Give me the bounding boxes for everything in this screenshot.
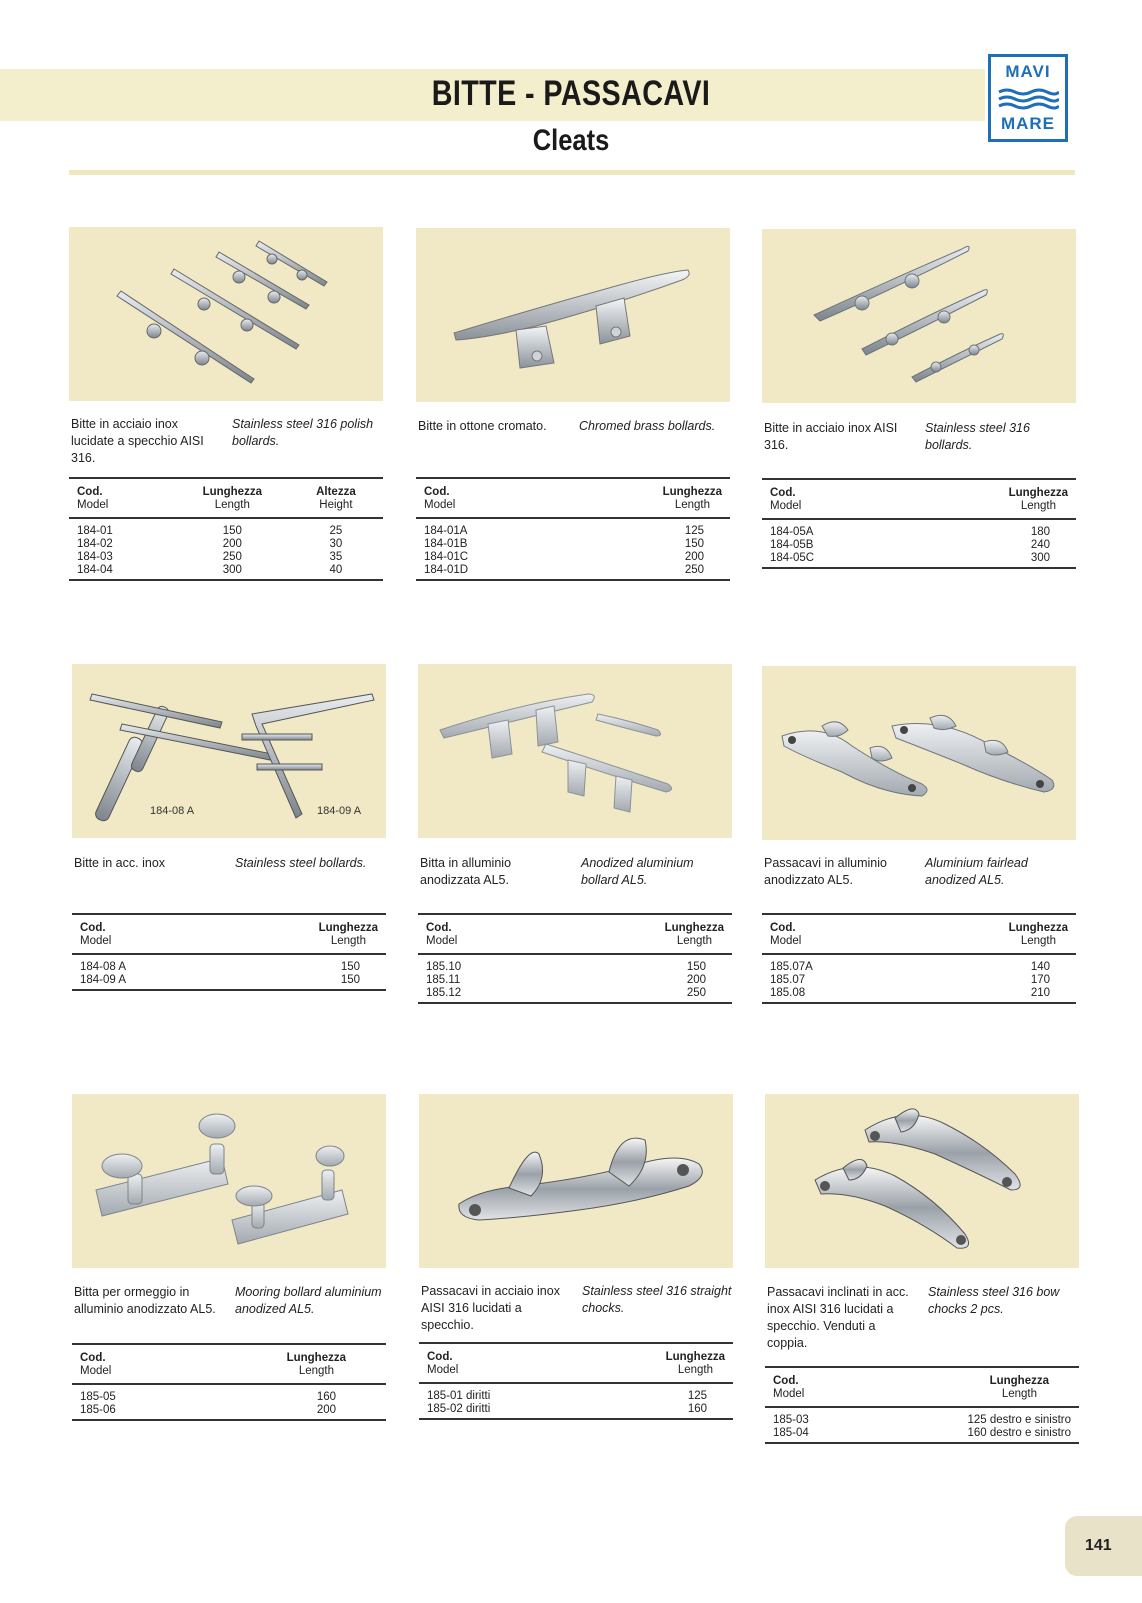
col-header-model: Model bbox=[770, 500, 802, 512]
table-row bbox=[72, 954, 386, 974]
table-header-cell bbox=[289, 478, 383, 518]
mavi-mare-logo bbox=[988, 54, 1068, 142]
col-header-code: Cod. bbox=[773, 1375, 799, 1387]
col-header-lunghezza: Lunghezza bbox=[318, 922, 378, 934]
table-cell: 200 bbox=[684, 551, 704, 563]
table-cell: 185-02 diritti bbox=[427, 1403, 491, 1415]
table-row bbox=[418, 987, 732, 1003]
table-row bbox=[416, 564, 730, 580]
table-row bbox=[762, 552, 1076, 568]
table-header-cell bbox=[555, 478, 730, 518]
col-header-lunghezza: Lunghezza bbox=[1008, 487, 1068, 499]
description-english: Chromed brass bollards. bbox=[579, 419, 716, 433]
table-cell: 160 bbox=[687, 1403, 707, 1415]
table-header-cell bbox=[176, 478, 289, 518]
product-photo bbox=[762, 666, 1076, 840]
col-header-lunghezza: Lunghezza bbox=[662, 486, 722, 498]
page-title: BITTE - PASSACAVI bbox=[431, 74, 711, 113]
spec-table bbox=[762, 478, 1076, 569]
table-cell: 150 bbox=[684, 538, 704, 550]
spec-table bbox=[418, 913, 732, 1004]
table-header-cell bbox=[72, 914, 214, 954]
table-row bbox=[69, 564, 383, 580]
spec-table bbox=[765, 1366, 1079, 1444]
table-header-cell bbox=[214, 914, 386, 954]
logo-text-top: MAVI bbox=[1005, 62, 1051, 81]
table-header-cell bbox=[69, 478, 176, 518]
col-header-code: Cod. bbox=[80, 922, 106, 934]
col-header-length: Length bbox=[330, 935, 366, 947]
table-row bbox=[72, 1384, 386, 1404]
description-italian: Passacavi in alluminio anodizzato AL5. bbox=[764, 856, 887, 887]
col-header-code: Cod. bbox=[770, 922, 796, 934]
description-italian: Bitte in acciaio inox lucidate a specchio AISI 316. bbox=[71, 417, 204, 465]
col-header-lunghezza: Lunghezza bbox=[664, 922, 724, 934]
table-header-cell bbox=[900, 914, 1076, 954]
table-row bbox=[72, 1404, 386, 1420]
col-header-code: Cod. bbox=[427, 1351, 453, 1363]
table-row bbox=[765, 1407, 1079, 1427]
table-header-cell bbox=[860, 1367, 1079, 1407]
table-cell: 160 bbox=[316, 1391, 336, 1403]
col-header-length: Length bbox=[677, 1364, 713, 1376]
description-italian: Passacavi inclinati in acc. inox AISI 316 lucidati a specchio. Venduti a coppia. bbox=[767, 1285, 909, 1350]
col-header-length: Length bbox=[298, 1365, 334, 1377]
description-english: Anodized aluminium bollard AL5. bbox=[581, 856, 694, 887]
photo-label: 184-09 A bbox=[317, 805, 362, 817]
table-cell: 185.11 bbox=[426, 974, 461, 986]
description-english: Stainless steel bollards. bbox=[235, 856, 367, 870]
col-header-lunghezza: Lunghezza bbox=[202, 486, 262, 498]
table-row bbox=[762, 539, 1076, 552]
table-row bbox=[419, 1403, 733, 1419]
table-cell: 170 bbox=[1030, 974, 1050, 986]
col-header-code: Cod. bbox=[424, 486, 450, 498]
table-cell: 185-06 bbox=[80, 1404, 116, 1416]
table-cell: 125 bbox=[687, 1390, 707, 1402]
description-english: Stainless steel 316 bow chocks 2 pcs. bbox=[928, 1285, 1060, 1316]
table-row bbox=[762, 519, 1076, 539]
table-cell: 184-05C bbox=[770, 552, 815, 564]
table-header-cell bbox=[72, 1344, 174, 1384]
table-cell: 185.10 bbox=[426, 961, 462, 973]
col-header-model: Model bbox=[77, 499, 109, 511]
table-row bbox=[69, 538, 383, 551]
page-subtitle: Cleats bbox=[532, 124, 610, 157]
col-header-model: Model bbox=[80, 1365, 112, 1377]
table-cell: 184-01B bbox=[424, 538, 468, 550]
product-photo bbox=[72, 664, 386, 838]
table-row bbox=[418, 954, 732, 974]
col-header-length: Length bbox=[1020, 935, 1056, 947]
table-cell: 185.07A bbox=[770, 961, 813, 973]
description-italian: Bitta per ormeggio in alluminio anodizzato AL5. bbox=[74, 1285, 216, 1316]
table-row bbox=[418, 974, 732, 987]
table-cell: 150 bbox=[340, 961, 360, 973]
col-header-model: Model bbox=[426, 935, 458, 947]
table-cell: 184-05A bbox=[770, 526, 814, 538]
table-row bbox=[762, 987, 1076, 1003]
col-header-model: Model bbox=[427, 1364, 459, 1376]
table-row bbox=[765, 1427, 1079, 1443]
col-header-code: Cod. bbox=[770, 487, 796, 499]
spec-table bbox=[419, 1342, 733, 1420]
table-row bbox=[762, 974, 1076, 987]
table-cell: 240 bbox=[1030, 539, 1050, 551]
table-cell: 150 bbox=[340, 974, 360, 986]
col-header-altezza: Altezza bbox=[316, 486, 356, 498]
table-cell: 184-08 A bbox=[80, 961, 127, 973]
table-cell: 184-09 A bbox=[80, 974, 127, 986]
product-photo bbox=[765, 1094, 1079, 1268]
table-cell: 250 bbox=[684, 564, 704, 576]
table-row bbox=[416, 518, 730, 538]
table-row bbox=[72, 974, 386, 990]
logo-text-bottom: MARE bbox=[1000, 114, 1056, 133]
product-photo bbox=[416, 228, 730, 402]
description-italian: Bitte in acc. inox bbox=[74, 856, 166, 870]
table-cell: 184-02 bbox=[77, 538, 113, 550]
table-header-cell bbox=[580, 1343, 733, 1383]
col-header-model: Model bbox=[424, 499, 456, 511]
spec-table bbox=[69, 477, 383, 581]
product-photo bbox=[762, 229, 1076, 403]
table-cell: 300 bbox=[222, 564, 242, 576]
product-photo bbox=[419, 1094, 733, 1268]
table-cell: 160 destro e sinistro bbox=[967, 1427, 1071, 1439]
col-header-length: Length bbox=[1001, 1388, 1037, 1400]
col-header-length: Length bbox=[676, 935, 712, 947]
col-header-lunghezza: Lunghezza bbox=[665, 1351, 725, 1363]
photo-label: 184-08 A bbox=[150, 805, 195, 817]
description-italian: Passacavi in acciaio inox AISI 316 lucidati a specchio. bbox=[421, 1284, 560, 1332]
table-row bbox=[762, 954, 1076, 974]
col-header-length: Length bbox=[1020, 500, 1056, 512]
page-number-tab bbox=[1065, 1516, 1142, 1576]
product-photo bbox=[72, 1094, 386, 1268]
table-row bbox=[419, 1383, 733, 1403]
description-english: Stainless steel 316 bollards. bbox=[925, 421, 1030, 452]
table-header-cell bbox=[762, 479, 901, 519]
table-cell: 300 bbox=[1030, 552, 1050, 564]
table-cell: 200 bbox=[686, 974, 706, 986]
description-italian: Bitta in alluminio anodizzata AL5. bbox=[420, 856, 512, 887]
description-english: Stainless steel 316 polish bollards. bbox=[232, 417, 374, 448]
table-cell: 25 bbox=[329, 525, 343, 537]
table-row bbox=[69, 518, 383, 538]
table-cell: 200 bbox=[316, 1404, 336, 1416]
table-cell: 185-05 bbox=[80, 1391, 116, 1403]
table-header-cell bbox=[762, 914, 900, 954]
table-cell: 30 bbox=[329, 538, 343, 550]
table-cell: 125 bbox=[684, 525, 704, 537]
table-cell: 210 bbox=[1030, 987, 1050, 999]
table-cell: 150 bbox=[686, 961, 706, 973]
table-header-cell bbox=[765, 1367, 860, 1407]
table-cell: 184-03 bbox=[77, 551, 113, 563]
table-cell: 40 bbox=[329, 564, 343, 576]
col-header-model: Model bbox=[770, 935, 802, 947]
col-header-height: Height bbox=[319, 499, 353, 511]
table-header-cell bbox=[174, 1344, 386, 1384]
description-english: Mooring bollard aluminium anodized AL5. bbox=[235, 1285, 382, 1316]
wave-icon bbox=[997, 88, 1059, 110]
header-divider bbox=[69, 170, 1075, 175]
table-cell: 184-01D bbox=[424, 564, 469, 576]
table-row bbox=[416, 551, 730, 564]
table-cell: 185.07 bbox=[770, 974, 806, 986]
table-cell: 185-03 bbox=[773, 1414, 809, 1426]
table-header-cell bbox=[418, 914, 545, 954]
col-header-lunghezza: Lunghezza bbox=[1008, 922, 1068, 934]
table-cell: 185.08 bbox=[770, 987, 806, 999]
table-header-cell bbox=[901, 479, 1076, 519]
col-header-lunghezza: Lunghezza bbox=[286, 1352, 346, 1364]
table-cell: 200 bbox=[222, 538, 242, 550]
spec-table bbox=[762, 913, 1076, 1004]
spec-table bbox=[72, 1343, 386, 1421]
table-cell: 185.12 bbox=[426, 987, 462, 999]
table-header-cell bbox=[416, 478, 555, 518]
product-photo bbox=[69, 227, 383, 401]
table-cell: 250 bbox=[686, 987, 706, 999]
table-cell: 185-01 diritti bbox=[427, 1390, 491, 1402]
table-cell: 180 bbox=[1030, 526, 1050, 538]
table-header-cell bbox=[545, 914, 732, 954]
table-header-cell bbox=[419, 1343, 580, 1383]
description-english: Aluminium fairlead anodized AL5. bbox=[925, 856, 1028, 887]
col-header-model: Model bbox=[80, 935, 112, 947]
col-header-code: Cod. bbox=[80, 1352, 106, 1364]
description-italian: Bitte in acciaio inox AISI 316. bbox=[764, 421, 898, 452]
col-header-code: Cod. bbox=[77, 486, 103, 498]
table-row bbox=[416, 538, 730, 551]
table-cell: 35 bbox=[329, 551, 343, 563]
table-cell: 140 bbox=[1030, 961, 1050, 973]
table-cell: 184-05B bbox=[770, 539, 814, 551]
table-cell: 185-04 bbox=[773, 1427, 809, 1439]
table-cell: 125 destro e sinistro bbox=[967, 1414, 1071, 1426]
table-row bbox=[69, 551, 383, 564]
table-cell: 250 bbox=[222, 551, 242, 563]
col-header-length: Length bbox=[214, 499, 250, 511]
col-header-length: Length bbox=[674, 499, 710, 511]
col-header-model: Model bbox=[773, 1388, 805, 1400]
page-number: 141 bbox=[1085, 1537, 1112, 1554]
spec-table bbox=[72, 913, 386, 991]
table-cell: 184-01C bbox=[424, 551, 469, 563]
description-english: Stainless steel 316 straight chocks. bbox=[582, 1284, 732, 1315]
table-cell: 184-04 bbox=[77, 564, 113, 576]
table-cell: 184-01A bbox=[424, 525, 468, 537]
spec-table bbox=[416, 477, 730, 581]
col-header-code: Cod. bbox=[426, 922, 452, 934]
product-photo bbox=[418, 664, 732, 838]
table-cell: 184-01 bbox=[77, 525, 113, 537]
col-header-lunghezza: Lunghezza bbox=[989, 1375, 1049, 1387]
table-cell: 150 bbox=[222, 525, 242, 537]
description-italian: Bitte in ottone cromato. bbox=[418, 419, 547, 433]
